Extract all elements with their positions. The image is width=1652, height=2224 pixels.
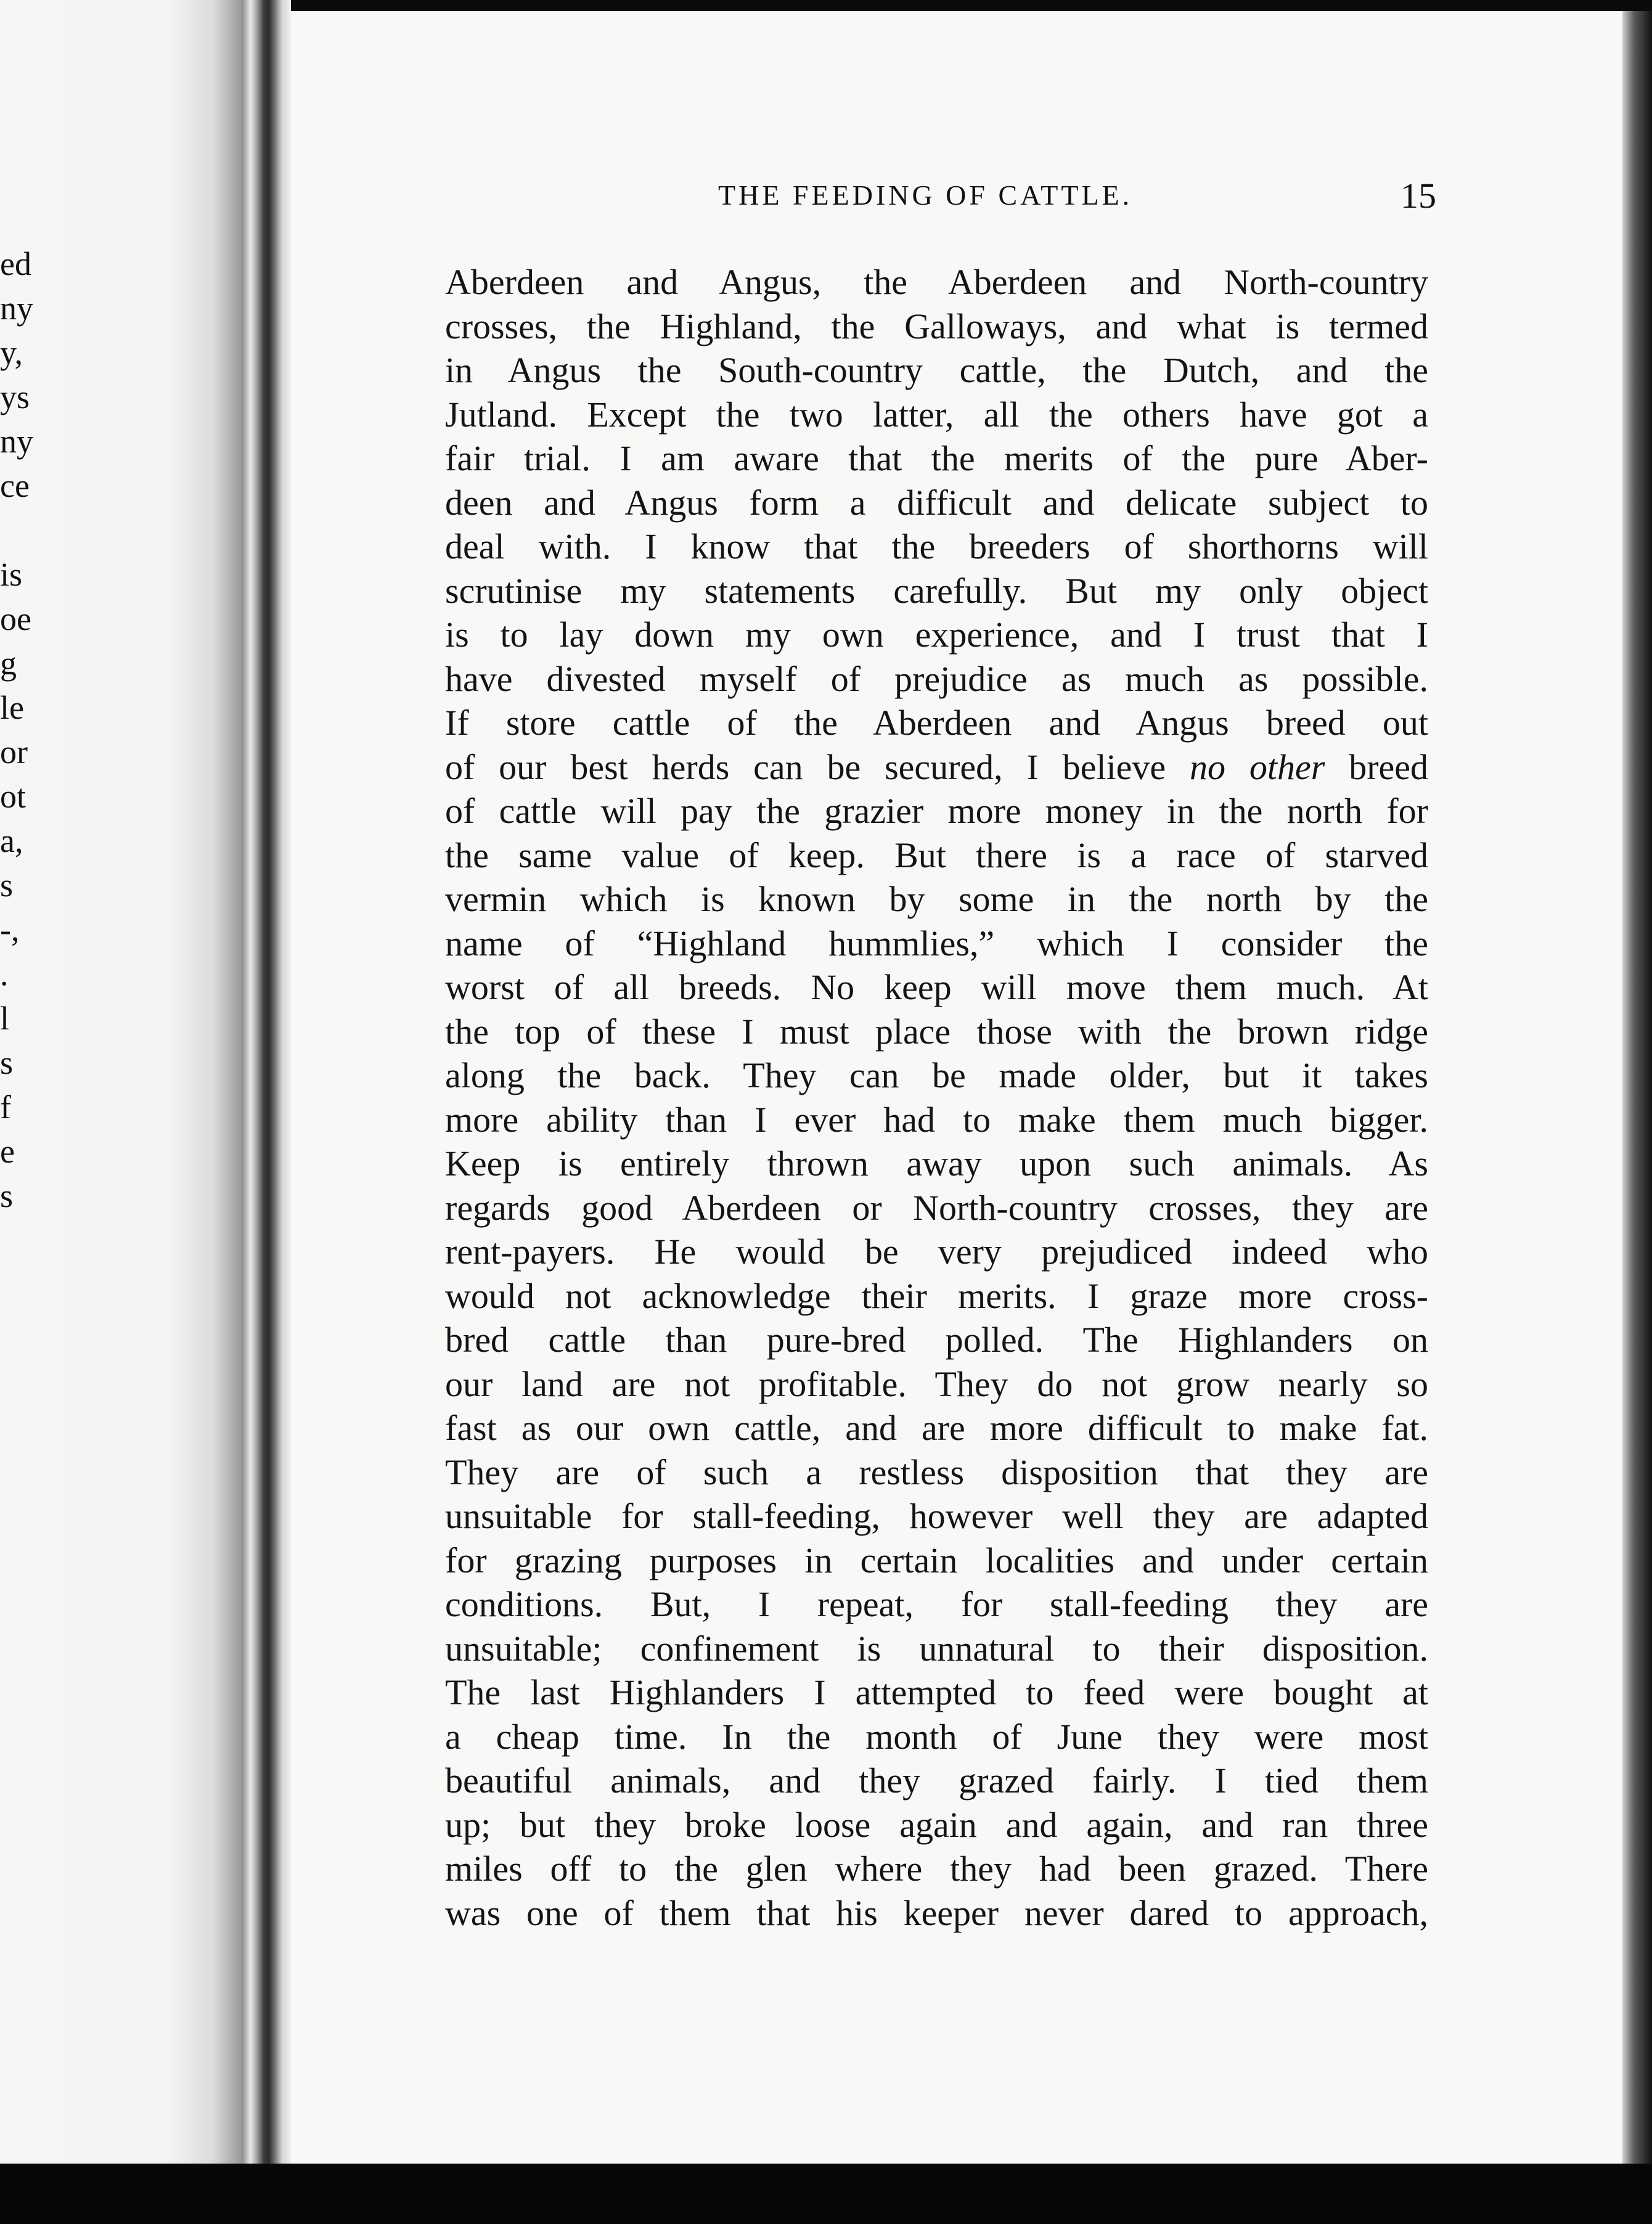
text-line: The last Highlanders I attempted to feed were bought at: [445, 1672, 1428, 1712]
text-line: bred cattle than pure-bred polled. The Highlanders on: [445, 1320, 1428, 1360]
text-line: more ability than I ever had to make them much bigger.: [445, 1099, 1428, 1140]
text-line: would not acknowledge their merits. I graze more cross-: [445, 1275, 1428, 1316]
text-line: crosses, the Highland, the Galloways, and what is termed: [445, 306, 1428, 346]
left-fragment: ot: [0, 778, 27, 815]
running-head: [431, 176, 1436, 228]
left-fragment: a,: [0, 822, 23, 859]
text-segment: breed: [1349, 746, 1428, 787]
left-fragment: le: [0, 689, 24, 726]
text-line: was one of them that his keeper never dared to approach,: [445, 1892, 1428, 1933]
left-fragment: ys: [0, 378, 30, 415]
text-line: for grazing purposes in certain localities and under certain: [445, 1540, 1428, 1580]
text-line: regards good Aberdeen or North-country crosses, they are: [445, 1187, 1428, 1228]
left-fragment: y,: [0, 334, 23, 371]
text-line: vermin which is known by some in the north by the: [445, 879, 1428, 919]
italic-phrase: no other: [1190, 746, 1325, 787]
text-line: name of “Highland hummlies,” which I consider the: [445, 923, 1428, 963]
text-line: miles off to the glen where they had been grazed. There: [445, 1849, 1428, 1889]
text-line: fair trial. I am aware that the merits of the pure Aber-: [445, 438, 1428, 478]
text-line: our land are not profitable. They do not grow nearly so: [445, 1363, 1428, 1404]
text-line: Jutland. Except the two latter, all the others have got a: [445, 394, 1428, 435]
text-line: in Angus the South-country cattle, the Dutch, and the: [445, 350, 1428, 390]
page-number: 15: [1401, 176, 1436, 216]
left-fragment: ny: [0, 290, 33, 327]
text-line: If store cattle of the Aberdeen and Angus breed out: [445, 703, 1428, 743]
text-line: a cheap time. In the month of June they were most: [445, 1716, 1428, 1757]
running-title: THE FEEDING OF CATTLE.: [718, 179, 1133, 211]
left-fragment: is: [0, 556, 23, 593]
body-text: [445, 260, 1428, 1935]
text-line: worst of all breeds. No keep will move them much. At: [445, 967, 1428, 1007]
left-fragment: -,: [0, 911, 20, 948]
text-line: deen and Angus form a difficult and delicate subject to: [445, 482, 1428, 523]
text-line: beautiful animals, and they grazed fairly. I tied them: [445, 1760, 1428, 1801]
left-page-text-fragments: [0, 242, 37, 1218]
left-fragment: l: [0, 1000, 10, 1037]
text-line: up; but they broke loose again and again, and ran three: [445, 1804, 1428, 1845]
text-line: Keep is entirely thrown away upon such animals. As: [445, 1143, 1428, 1184]
left-fragment: g: [0, 645, 17, 682]
left-fragment: .: [0, 955, 9, 992]
scan-bottom-border: [0, 2164, 1652, 2224]
text-line: the top of these I must place those with the brown ridge: [445, 1011, 1428, 1052]
text-line: deal with. I know that the breeders of shorthorns will: [445, 526, 1428, 566]
left-fragment: s: [0, 867, 14, 904]
text-line: scrutinise my statements carefully. But my only object: [445, 570, 1428, 611]
text-line: [445, 745, 1428, 790]
left-fragment: ny: [0, 423, 33, 460]
facing-left-page: [0, 0, 242, 2176]
left-fragment: s: [0, 1044, 14, 1081]
book-gutter: [242, 0, 291, 2176]
left-fragment: oe: [0, 600, 31, 637]
text-line: fast as our own cattle, and are more difficult to make fat.: [445, 1408, 1428, 1448]
text-line: the same value of keep. But there is a race of starved: [445, 835, 1428, 875]
text-line: unsuitable; confinement is unnatural to their disposition.: [445, 1628, 1428, 1669]
text-line: of cattle will pay the grazier more money in the north for: [445, 791, 1428, 831]
left-fragment: f: [0, 1089, 11, 1126]
text-line: unsuitable for stall-feeding, however well they are adapted: [445, 1496, 1428, 1536]
left-fragment: ed: [0, 245, 31, 282]
text-line: conditions. But, I repeat, for stall-feeding they are: [445, 1584, 1428, 1624]
text-line: is to lay down my own experience, and I trust that I: [445, 615, 1428, 655]
left-fragment: or: [0, 734, 28, 771]
left-fragment: ce: [0, 467, 30, 504]
text-line: have divested myself of prejudice as much as possible.: [445, 658, 1428, 699]
text-line: along the back. They can be made older, but it takes: [445, 1055, 1428, 1095]
left-fragment: s: [0, 1177, 14, 1214]
text-line: They are of such a restless disposition that they are: [445, 1452, 1428, 1492]
text-segment: of our best herds can be secured, I believe: [445, 746, 1166, 787]
left-fragment: e: [0, 1133, 15, 1170]
left-fragment: [0, 508, 37, 552]
page-edge-shadow: [1622, 11, 1652, 2164]
text-line: rent-payers. He would be very prejudiced indeed who: [445, 1232, 1428, 1272]
text-line: Aberdeen and Angus, the Aberdeen and North-country: [445, 262, 1428, 302]
